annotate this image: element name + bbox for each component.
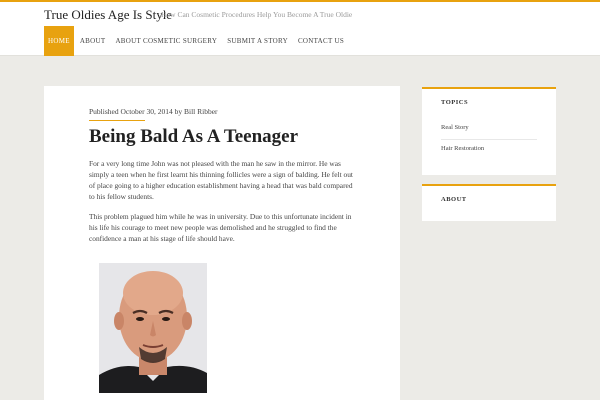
about-widget-title: ABOUT [441, 196, 467, 203]
post-paragraph: This problem plagued him while he was in university. Due to this unfortunate incident in his life his courage to meet new people was demolished and he struggled to find the confidence a man at his stage of life should have. [89, 212, 352, 243]
post-article [44, 86, 400, 400]
nav-item-contact-us[interactable]: CONTACT US [297, 37, 345, 45]
site-title[interactable]: True Oldies Age Is Style [44, 7, 173, 22]
about-widget [422, 184, 556, 221]
topic-divider [441, 139, 537, 140]
site-description: How Can Cosmetic Procedures Help You Become A True Oldie [161, 10, 353, 19]
main-nav [44, 26, 350, 56]
bald-man-portrait-icon [99, 263, 207, 393]
nav-item-about[interactable]: ABOUT [79, 37, 106, 45]
nav-item-about-cosmetic-surgery[interactable]: ABOUT COSMETIC SURGERY [115, 37, 218, 45]
post-meta: Published October 30, 2014 by Bill Ribber [89, 107, 218, 116]
meta-divider [89, 120, 145, 121]
nav-item-home[interactable]: HOME [44, 26, 74, 56]
topics-widget [422, 87, 556, 175]
post-paragraph: For a very long time John was not pleased with the man he saw in the mirror. He was simply a teen when he first learnt his thinning follicles were a sign of balding. He felt out of place going to a higher education establishment having a head that was bald compared to his fellow students. [89, 159, 353, 201]
post-title[interactable]: Being Bald As A Teenager [89, 126, 299, 147]
post-image [99, 263, 207, 393]
topic-link-real-story[interactable]: Real Story [441, 124, 469, 131]
topic-link-hair-restoration[interactable]: Hair Restoration [441, 145, 485, 152]
nav-item-submit-a-story[interactable]: SUBMIT A STORY [227, 37, 288, 45]
site-header [0, 2, 600, 56]
topics-widget-title: TOPICS [441, 99, 469, 106]
